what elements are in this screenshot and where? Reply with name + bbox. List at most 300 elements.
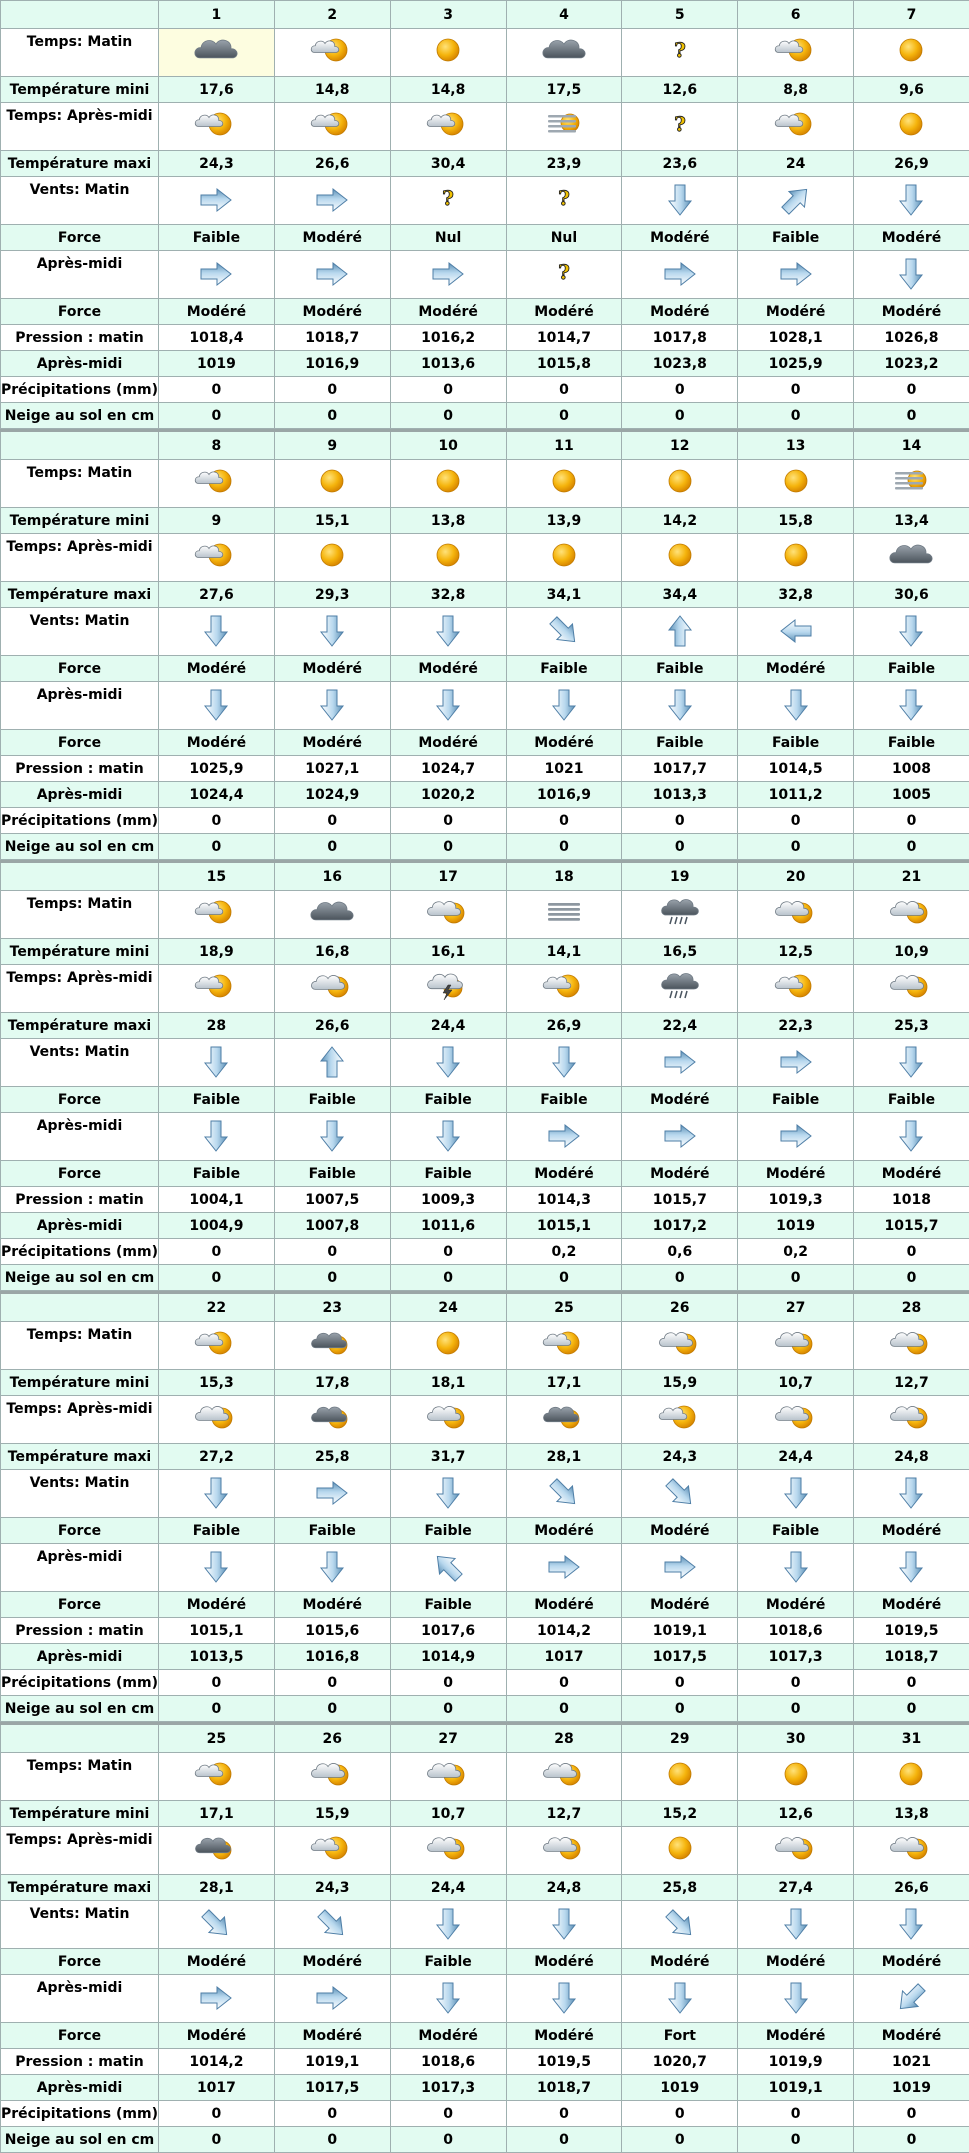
icon-cell (506, 1975, 622, 2023)
cloudy-sun-icon (542, 1833, 586, 1863)
precip-value: 0 (622, 2101, 738, 2127)
row-label (1, 1470, 159, 1518)
papm-value: 1019 (738, 1213, 854, 1239)
tmax-value: 34,4 (622, 582, 738, 608)
forceapm-value: Faible (390, 1592, 506, 1618)
precip-value: 0 (738, 1670, 854, 1696)
forcem-value: Faible (738, 1518, 854, 1544)
neige-row (1, 2127, 969, 2153)
icon-cell (390, 1322, 506, 1370)
row-label-text: Temps: Matin (27, 896, 132, 912)
tmax-row (1, 1013, 969, 1039)
forcem-value: Modéré (622, 225, 738, 251)
neige-value: 0 (159, 1265, 275, 1291)
pression-value: 1018,7 (274, 325, 390, 351)
papm-value: 1017,2 (622, 1213, 738, 1239)
tmin-row (1, 1370, 969, 1396)
pression-value: 1028,1 (738, 325, 854, 351)
tmin-value: 12,7 (854, 1370, 969, 1396)
cloudy-sun-icon (774, 1402, 818, 1432)
precip-value: 0 (390, 2101, 506, 2127)
tmin-value: 14,8 (390, 77, 506, 103)
papm-value: 1013,6 (390, 351, 506, 377)
row-label-text: Température maxi (8, 1449, 151, 1465)
row-label-text: Pression : matin (15, 2054, 144, 2070)
precip-row (1, 377, 969, 403)
day-number: 26 (622, 1293, 738, 1322)
neige-value: 0 (506, 403, 622, 429)
row-label (1, 1544, 159, 1592)
forceapm-value: Faible (854, 730, 969, 756)
pression-value: 1015,6 (274, 1618, 390, 1644)
cloudy-sun-icon (426, 1402, 470, 1432)
forcem-value: Faible (854, 1087, 969, 1113)
day-number: 11 (506, 431, 622, 460)
neige-value: 0 (159, 403, 275, 429)
day-number: 25 (506, 1293, 622, 1322)
precip-value: 0 (390, 1670, 506, 1696)
svg-text:?: ? (558, 260, 570, 284)
neige-value: 0 (274, 834, 390, 860)
pression-value: 1019,3 (738, 1187, 854, 1213)
neige-value: 0 (738, 1265, 854, 1291)
cloudy-sun-icon (774, 1833, 818, 1863)
icon-cell (854, 251, 969, 299)
row-label-text: Temps: Matin (27, 465, 132, 481)
forceapm-value: Modéré (274, 299, 390, 325)
papm-row (1, 2075, 969, 2101)
icon-cell (738, 965, 854, 1013)
icon-cell (390, 608, 506, 656)
icon-cell (622, 103, 738, 151)
icon-cell (622, 534, 738, 582)
icon-cell (159, 891, 275, 939)
sun-icon (426, 35, 470, 65)
tmax-value: 34,1 (506, 582, 622, 608)
row-label-text: Après-midi (37, 787, 123, 803)
icon-cell (159, 1827, 275, 1875)
apm-row (1, 534, 969, 582)
neige-value: 0 (390, 403, 506, 429)
cloudy-sun-icon (889, 1402, 933, 1432)
pression-value: 1024,7 (390, 756, 506, 782)
precip-value: 0 (854, 1239, 969, 1265)
neige-value: 0 (159, 834, 275, 860)
wind-arrow-s-icon (658, 183, 702, 217)
icon-cell (274, 251, 390, 299)
row-label-text: Température mini (10, 513, 150, 529)
row-label-text: Force (58, 304, 101, 320)
row-label-text: Force (58, 230, 101, 246)
papm-value: 1019 (622, 2075, 738, 2101)
icon-cell (274, 1975, 390, 2023)
papm-value: 1014,9 (390, 1644, 506, 1670)
icon-cell (159, 608, 275, 656)
day-number: 20 (738, 862, 854, 891)
row-label-text: Neige au sol en cm (5, 408, 155, 424)
icon-cell (159, 251, 275, 299)
forceapm-value: Modéré (159, 2023, 275, 2049)
forceapm-value: Faible (274, 1161, 390, 1187)
icon-cell (274, 1901, 390, 1949)
tmin-value: 16,8 (274, 939, 390, 965)
row-label (1, 2075, 159, 2101)
precip-value: 0 (506, 808, 622, 834)
icon-cell (738, 534, 854, 582)
sun-icon (542, 466, 586, 496)
sun-icon (426, 466, 470, 496)
pression-value: 1027,1 (274, 756, 390, 782)
day-number: 17 (390, 862, 506, 891)
tmin-value: 12,6 (622, 77, 738, 103)
papm-value: 1019,1 (738, 2075, 854, 2101)
row-label-text: Température maxi (8, 587, 151, 603)
tmin-value: 10,7 (738, 1370, 854, 1396)
row-label (1, 1322, 159, 1370)
icon-cell (274, 1039, 390, 1087)
forcem-value: Modéré (274, 225, 390, 251)
tmax-value: 23,6 (622, 151, 738, 177)
neige-value: 0 (274, 403, 390, 429)
row-label (1, 1827, 159, 1875)
tmin-value: 8,8 (738, 77, 854, 103)
icon-cell (738, 251, 854, 299)
icon-cell (622, 965, 738, 1013)
partly-sunny-icon (194, 1328, 238, 1358)
row-label (1, 1696, 159, 1722)
icon-cell (622, 1113, 738, 1161)
overcast-sun-icon (542, 1402, 586, 1432)
tmin-value: 15,3 (159, 1370, 275, 1396)
precip-value: 0 (390, 808, 506, 834)
tmax-value: 30,6 (854, 582, 969, 608)
partly-sunny-icon (194, 897, 238, 927)
neige-row (1, 1265, 969, 1291)
pression-value: 1026,8 (854, 325, 969, 351)
row-label-text: Précipitations (mm) (1, 2106, 158, 2122)
neige-value: 0 (159, 1696, 275, 1722)
row-label-text: Temps: Après-midi (6, 539, 152, 555)
forcem-value: Modéré (738, 656, 854, 682)
row-label-text: Neige au sol en cm (5, 1701, 155, 1717)
row-label-text: Précipitations (mm) (1, 813, 158, 829)
tmin-value: 12,5 (738, 939, 854, 965)
day-number: 14 (854, 431, 969, 460)
forceapm-value: Modéré (506, 1592, 622, 1618)
icon-cell (390, 1113, 506, 1161)
day-number: 27 (738, 1293, 854, 1322)
tmax-value: 24,4 (390, 1013, 506, 1039)
tmax-value: 28,1 (159, 1875, 275, 1901)
row-label (1, 939, 159, 965)
matin-row (1, 1322, 969, 1370)
sun-icon (310, 466, 354, 496)
neige-value: 0 (274, 1265, 390, 1291)
tmin-value: 14,2 (622, 508, 738, 534)
row-label-text: Précipitations (mm) (1, 1244, 158, 1260)
tmax-value: 26,6 (274, 151, 390, 177)
wind-arrow-e-icon (194, 183, 238, 217)
papm-value: 1017,5 (622, 1644, 738, 1670)
forcem-value: Faible (390, 1949, 506, 1975)
forcem-value: Faible (159, 1087, 275, 1113)
forceapm-value: Modéré (854, 2023, 969, 2049)
row-label (1, 1087, 159, 1113)
papm-value: 1005 (854, 782, 969, 808)
papm-value: 1016,9 (506, 782, 622, 808)
icon-cell (506, 29, 622, 77)
tmin-value: 17,6 (159, 77, 275, 103)
neige-value: 0 (390, 1696, 506, 1722)
ventm-row (1, 1470, 969, 1518)
icon-cell (738, 1396, 854, 1444)
tmax-value: 32,8 (738, 582, 854, 608)
forcem-row (1, 1518, 969, 1544)
apm-row (1, 103, 969, 151)
week-block (0, 860, 969, 1291)
icon-cell (506, 1753, 622, 1801)
pression-value: 1019,1 (274, 2049, 390, 2075)
papm-value: 1018,7 (854, 1644, 969, 1670)
row-label (1, 2023, 159, 2049)
tmax-value: 24,4 (390, 1875, 506, 1901)
icon-cell (390, 534, 506, 582)
row-label-text: Temps: Après-midi (6, 970, 152, 986)
icon-cell (738, 1039, 854, 1087)
sun-icon (426, 1328, 470, 1358)
fog-icon (542, 897, 586, 927)
overcast-icon (310, 897, 354, 927)
tmax-value: 22,4 (622, 1013, 738, 1039)
pression-value: 1019,9 (738, 2049, 854, 2075)
papm-value: 1011,6 (390, 1213, 506, 1239)
forceapm-row (1, 730, 969, 756)
svg-text:?: ? (558, 186, 570, 210)
row-label (1, 1444, 159, 1470)
wind-arrow-s-icon (774, 688, 818, 722)
neige-value: 0 (159, 2127, 275, 2153)
icon-cell (274, 965, 390, 1013)
row-label (1, 1239, 159, 1265)
cloudy-sun-icon (310, 971, 354, 1001)
partly-sunny-icon (658, 1402, 702, 1432)
icon-cell (738, 103, 854, 151)
tmin-value: 13,8 (854, 1801, 969, 1827)
tmin-value: 13,8 (390, 508, 506, 534)
forcem-value: Nul (506, 225, 622, 251)
papm-value: 1015,8 (506, 351, 622, 377)
wind-arrow-s-icon (889, 183, 933, 217)
row-label-text: Force (58, 661, 101, 677)
papm-value: 1015,7 (854, 1213, 969, 1239)
forcem-row (1, 1087, 969, 1113)
neige-value: 0 (390, 2127, 506, 2153)
row-label (1, 2101, 159, 2127)
icon-cell (622, 1039, 738, 1087)
row-label-text: Force (58, 1523, 101, 1539)
pression-value: 1019,5 (854, 1618, 969, 1644)
neige-value: 0 (854, 1696, 969, 1722)
icon-cell (854, 534, 969, 582)
icon-cell (159, 1975, 275, 2023)
ventapm-row (1, 1975, 969, 2023)
unknown-icon (658, 35, 702, 65)
neige-value: 0 (506, 2127, 622, 2153)
icon-cell (738, 682, 854, 730)
pression-row (1, 1618, 969, 1644)
icon-cell (390, 177, 506, 225)
wind-arrow-s-icon (310, 688, 354, 722)
day-number: 25 (159, 1724, 275, 1753)
icon-cell (738, 891, 854, 939)
row-label (1, 1187, 159, 1213)
forceapm-row (1, 1592, 969, 1618)
wind-arrow-s-icon (542, 688, 586, 722)
cloudy-sun-icon (426, 1833, 470, 1863)
forcem-value: Faible (738, 225, 854, 251)
papm-value: 1015,1 (506, 1213, 622, 1239)
pression-value: 1017,6 (390, 1618, 506, 1644)
icon-cell (159, 1113, 275, 1161)
row-label (1, 582, 159, 608)
icon-cell (506, 1039, 622, 1087)
row-label-text: Force (58, 1166, 101, 1182)
precip-value: 0 (622, 377, 738, 403)
pression-row (1, 756, 969, 782)
cloudy-sun-icon (889, 1328, 933, 1358)
wind-arrow-e-icon (310, 183, 354, 217)
tmin-value: 15,9 (622, 1370, 738, 1396)
pression-value: 1025,9 (159, 756, 275, 782)
sun-icon (542, 540, 586, 570)
precip-value: 0 (274, 808, 390, 834)
row-label (1, 1875, 159, 1901)
precip-value: 0 (506, 377, 622, 403)
papm-value: 1016,9 (274, 351, 390, 377)
day-header-row (1, 431, 969, 460)
icon-cell (854, 965, 969, 1013)
precip-value: 0 (854, 377, 969, 403)
ventm-row (1, 1039, 969, 1087)
row-label-text: Force (58, 2028, 101, 2044)
tmin-value: 17,5 (506, 77, 622, 103)
sun-icon (889, 35, 933, 65)
icon-cell (159, 534, 275, 582)
row-label (1, 1975, 159, 2023)
row-label-text: Force (58, 1597, 101, 1613)
day-number: 21 (854, 862, 969, 891)
row-label-text: Après-midi (37, 1218, 123, 1234)
neige-value: 0 (622, 2127, 738, 2153)
wind-arrow-s-icon (774, 1907, 818, 1941)
forceapm-value: Fort (622, 2023, 738, 2049)
icon-cell (274, 1753, 390, 1801)
row-label (1, 965, 159, 1013)
forcem-row (1, 1949, 969, 1975)
pression-value: 1019,1 (622, 1618, 738, 1644)
forceapm-value: Modéré (390, 2023, 506, 2049)
forcem-value: Modéré (854, 1518, 969, 1544)
icon-cell (854, 1827, 969, 1875)
pression-value: 1018 (854, 1187, 969, 1213)
tmax-row (1, 582, 969, 608)
row-label-text: Température mini (10, 1375, 150, 1391)
row-label (1, 1901, 159, 1949)
forcem-value: Faible (274, 1518, 390, 1544)
row-label (1, 103, 159, 151)
icon-cell (390, 1544, 506, 1592)
icon-cell (738, 177, 854, 225)
forcem-value: Faible (274, 1087, 390, 1113)
apm-row (1, 1827, 969, 1875)
tmin-value: 13,4 (854, 508, 969, 534)
precip-value: 0 (854, 808, 969, 834)
row-label-text: Pression : matin (15, 1623, 144, 1639)
precip-row (1, 1670, 969, 1696)
tmin-value: 17,8 (274, 1370, 390, 1396)
tmax-value: 29,3 (274, 582, 390, 608)
icon-cell (854, 1901, 969, 1949)
papm-row (1, 351, 969, 377)
neige-value: 0 (622, 1696, 738, 1722)
row-label (1, 834, 159, 860)
icon-cell (390, 1396, 506, 1444)
row-label-text: Temps: Matin (27, 34, 132, 50)
row-label (1, 508, 159, 534)
header-corner (1, 1, 159, 29)
row-label-text: Force (58, 1954, 101, 1970)
tmin-value: 15,2 (622, 1801, 738, 1827)
tmin-value: 15,8 (738, 508, 854, 534)
papm-value: 1011,2 (738, 782, 854, 808)
row-label (1, 1396, 159, 1444)
wind-arrow-e-icon (658, 1550, 702, 1584)
icon-cell (622, 608, 738, 656)
apm-row (1, 1396, 969, 1444)
precip-value: 0 (506, 1670, 622, 1696)
row-label (1, 77, 159, 103)
icon-cell (274, 29, 390, 77)
row-label-text: Vents: Matin (30, 1044, 130, 1060)
wind-arrow-s-icon (889, 1476, 933, 1510)
icon-cell (390, 251, 506, 299)
storm-icon (426, 971, 470, 1001)
row-label (1, 225, 159, 251)
forceapm-value: Modéré (159, 730, 275, 756)
rain-icon (658, 971, 702, 1001)
row-label-text: Neige au sol en cm (5, 2132, 155, 2148)
icon-cell (506, 1544, 622, 1592)
week-block (0, 1291, 969, 1722)
wind-arrow-s-icon (194, 1119, 238, 1153)
row-label (1, 325, 159, 351)
row-label (1, 151, 159, 177)
precip-value: 0 (738, 808, 854, 834)
wind-arrow-s-icon (426, 688, 470, 722)
wind-arrow-s-icon (310, 614, 354, 648)
wind-arrow-s-icon (426, 1119, 470, 1153)
icon-cell (274, 177, 390, 225)
neige-value: 0 (854, 403, 969, 429)
forceapm-value: Modéré (622, 299, 738, 325)
forceapm-value: Modéré (506, 2023, 622, 2049)
wind-arrow-s-icon (774, 1981, 818, 2015)
day-number: 16 (274, 862, 390, 891)
header-corner (1, 862, 159, 891)
forcem-value: Modéré (274, 656, 390, 682)
tmax-value: 30,4 (390, 151, 506, 177)
icon-cell (854, 1322, 969, 1370)
